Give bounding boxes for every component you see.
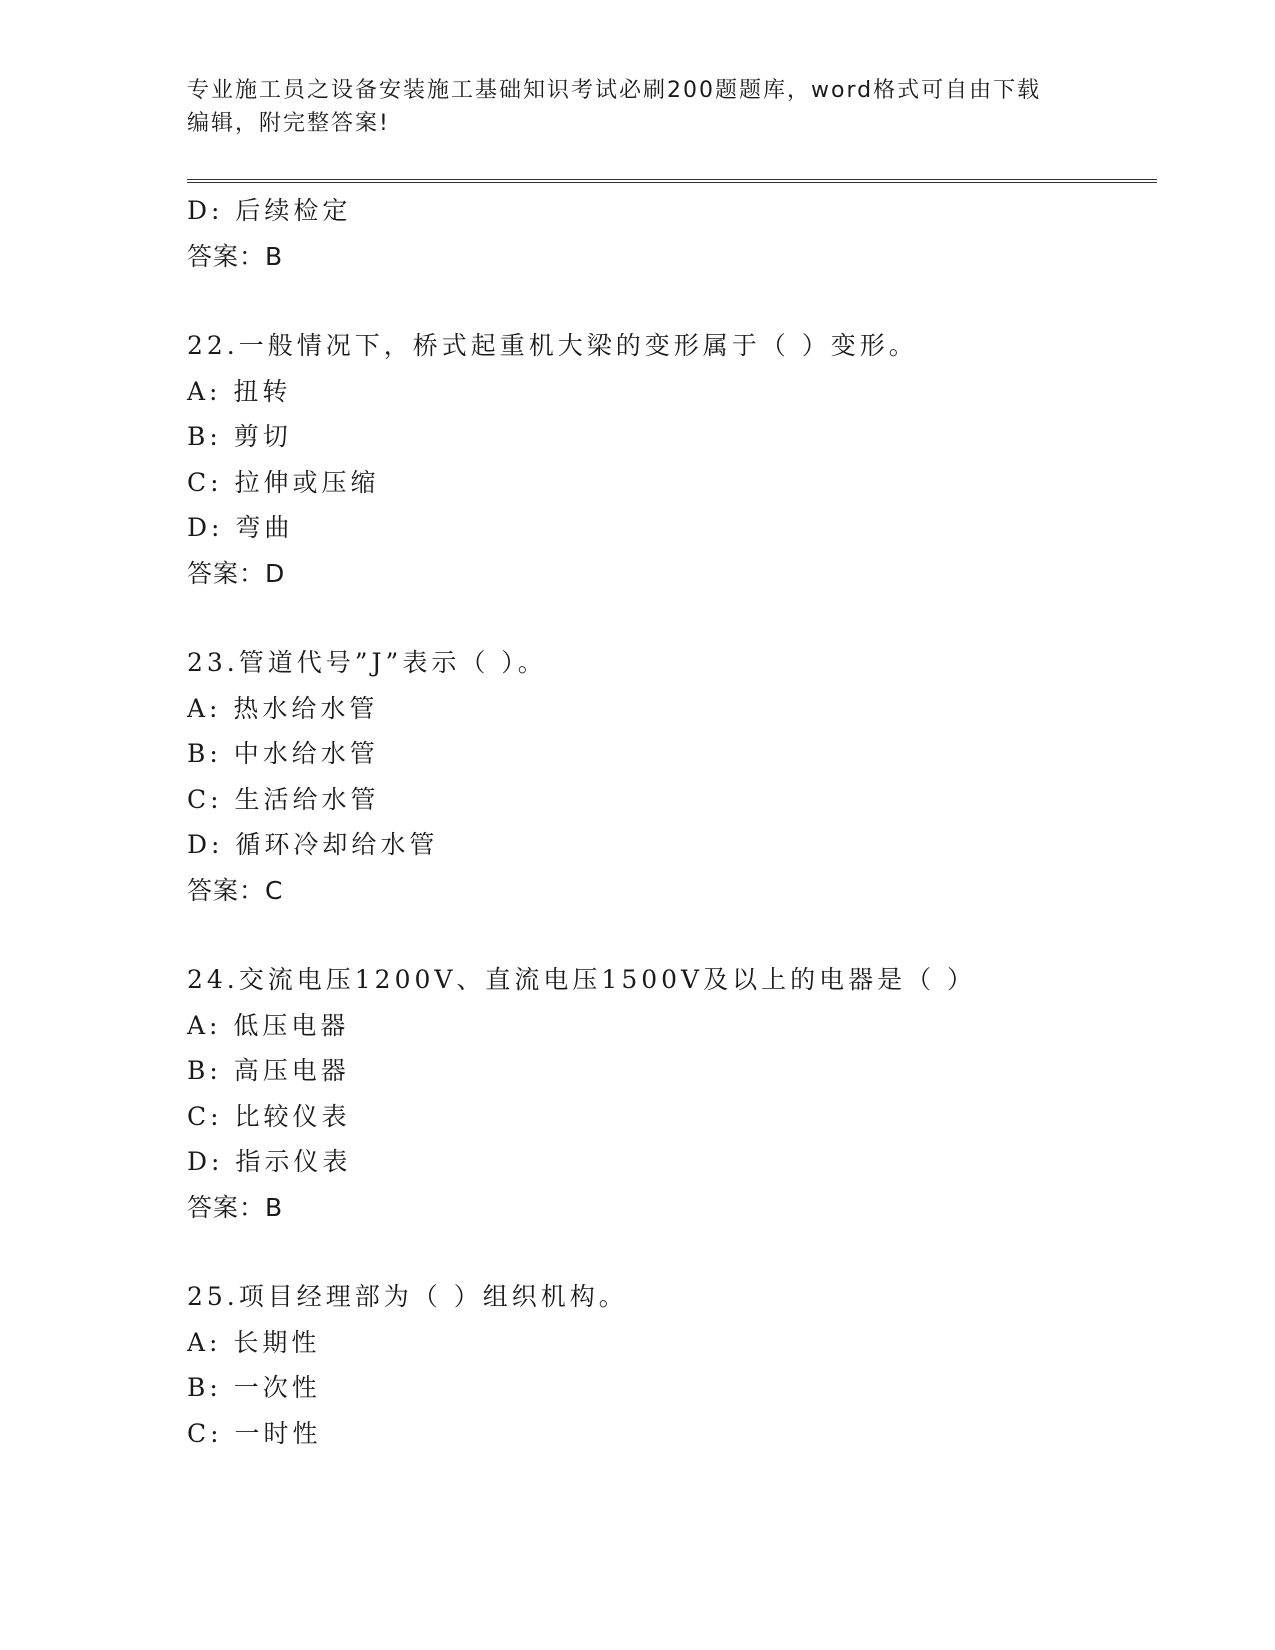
option-b: B: 高压电器 bbox=[187, 1056, 350, 1085]
option-b: B: 一次性 bbox=[187, 1373, 321, 1402]
answer-line: 答案：D bbox=[187, 558, 286, 588]
question-block-24 bbox=[187, 957, 1157, 1230]
header-line-2: 编辑，附完整答案! bbox=[187, 111, 390, 136]
question-stem: 24.交流电压1200V、直流电压1500V及以上的电器是（ ） bbox=[187, 965, 977, 994]
question-stem: 25.项目经理部为（ ）组织机构。 bbox=[187, 1282, 628, 1311]
question-list bbox=[187, 188, 1157, 1456]
option-d: D: 弯曲 bbox=[187, 513, 294, 542]
option-a: A: 热水给水管 bbox=[187, 693, 379, 723]
option-c: C: 一时性 bbox=[187, 1418, 322, 1448]
question-block-21-fragment bbox=[187, 188, 1157, 279]
answer-line: 答案：B bbox=[187, 241, 284, 271]
option-d: D: 后续检定 bbox=[187, 196, 352, 225]
option-a: A: 低压电器 bbox=[187, 1010, 350, 1040]
header-divider bbox=[187, 179, 1157, 183]
answer-line: 答案：B bbox=[187, 1192, 284, 1222]
question-stem: 23.管道代号”J”表示（ ）。 bbox=[187, 648, 547, 677]
option-a: A: 扭转 bbox=[187, 376, 292, 406]
option-c: C: 拉伸或压缩 bbox=[187, 467, 380, 497]
question-block-25 bbox=[187, 1274, 1157, 1456]
question-stem: 22.一般情况下，桥式起重机大梁的变形属于（ ）变形。 bbox=[187, 331, 918, 360]
option-c: C: 比较仪表 bbox=[187, 1101, 351, 1131]
option-d: D: 指示仪表 bbox=[187, 1147, 352, 1176]
option-d: D: 循环冷却给水管 bbox=[187, 830, 439, 859]
question-block-22 bbox=[187, 323, 1157, 596]
header-line-1: 专业施工员之设备安装施工基础知识考试必刷200题题库，word格式可自由下载 bbox=[187, 78, 1042, 103]
option-b: B: 剪切 bbox=[187, 422, 292, 451]
option-c: C: 生活给水管 bbox=[187, 784, 380, 814]
option-b: B: 中水给水管 bbox=[187, 739, 379, 768]
option-a: A: 长期性 bbox=[187, 1327, 321, 1357]
document-page bbox=[187, 0, 1157, 1650]
question-block-23 bbox=[187, 640, 1157, 913]
document-header bbox=[187, 74, 1087, 140]
answer-line: 答案：C bbox=[187, 875, 284, 905]
